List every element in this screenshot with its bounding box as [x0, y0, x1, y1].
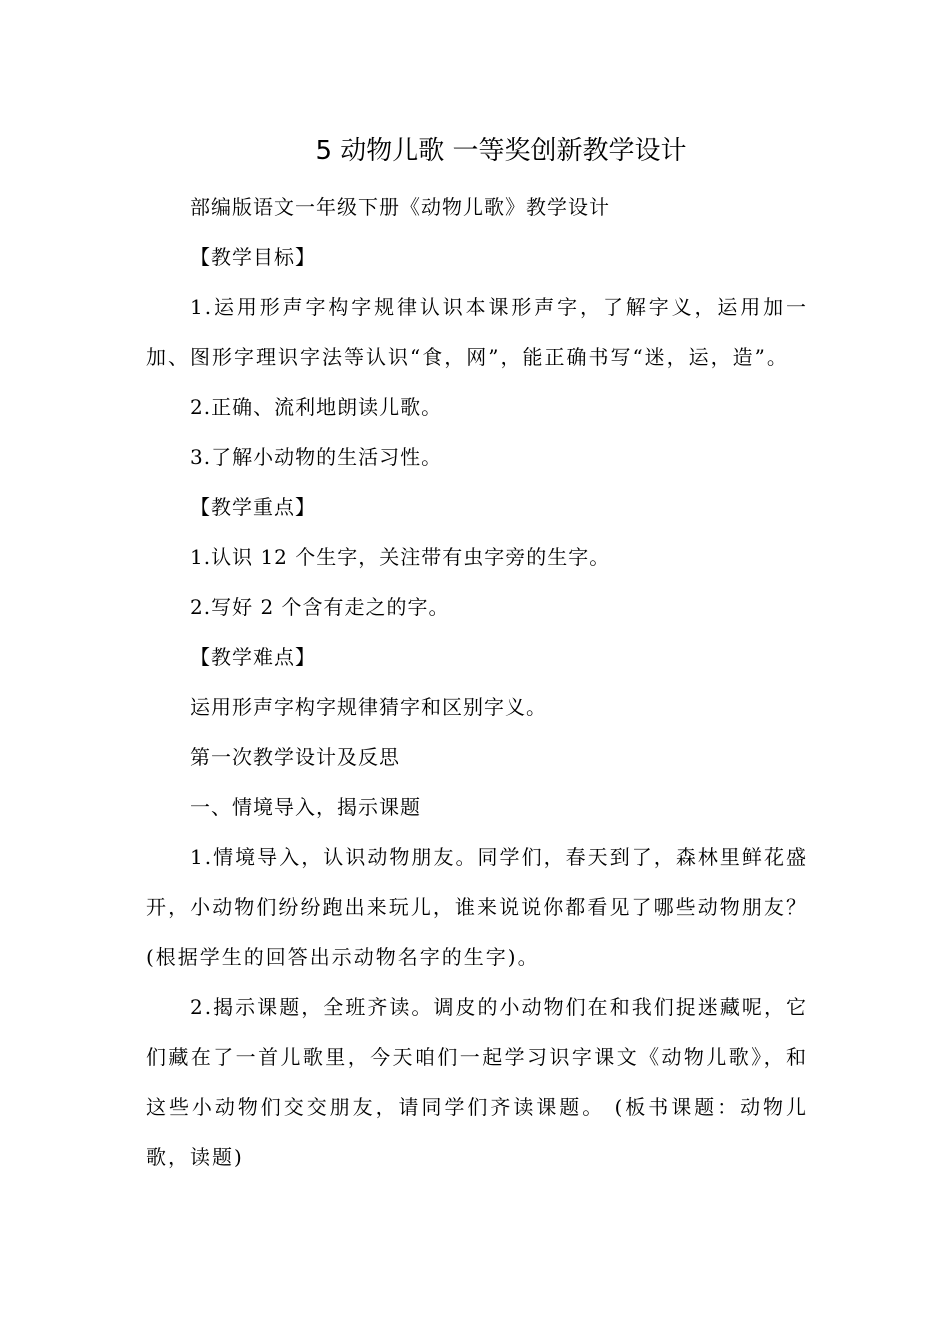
paragraph-step-2: 2.揭示课题，全班齐读。调皮的小动物们在和我们捉迷藏呢，它们藏在了一首儿歌里，今天咱们一起学习识字课文《动物儿歌》，和这些小动物们交交朋友，请同学们齐读课题。 (板书课题：动物儿歌，读题) [146, 995, 808, 1169]
paragraph-difficulty: 运用形声字构字规律猜字和区别字义。 [190, 695, 547, 719]
heading-teaching-difficulties: 【教学难点】 [190, 645, 316, 669]
paragraph-goal-1: 1.运用形声字构字规律认识本课形声字，了解字义，运用加一加、图形字理识字法等认识“食，网”，能正确书写“迷，运，造”。 [146, 295, 808, 369]
paragraph-step-1: 1.情境导入，认识动物朋友。同学们，春天到了，森林里鲜花盛开，小动物们纷纷跑出来玩儿，谁来说说你都看见了哪些动物朋友？(根据学生的回答出示动物名字的生字)。 [146, 845, 808, 969]
paragraph-key-point-1: 1.认识 12 个生字，关注带有虫字旁的生字。 [190, 545, 611, 569]
document-title: 5 动物儿歌 一等奖创新教学设计 [315, 136, 687, 166]
paragraph-subtitle: 部编版语文一年级下册《动物儿歌》教学设计 [190, 195, 610, 219]
heading-teaching-goals: 【教学目标】 [190, 245, 316, 269]
paragraph-goal-3: 3.了解小动物的生活习性。 [190, 445, 443, 469]
paragraph-section-one-heading: 一、情境导入，揭示课题 [190, 795, 421, 819]
heading-teaching-key-points: 【教学重点】 [190, 495, 316, 519]
paragraph-first-design-heading: 第一次教学设计及反思 [190, 745, 400, 769]
paragraph-key-point-2: 2.写好 2 个含有走之的字。 [190, 595, 450, 619]
paragraph-goal-2: 2.正确、流利地朗读儿歌。 [190, 395, 443, 419]
document-body [146, 182, 808, 1182]
